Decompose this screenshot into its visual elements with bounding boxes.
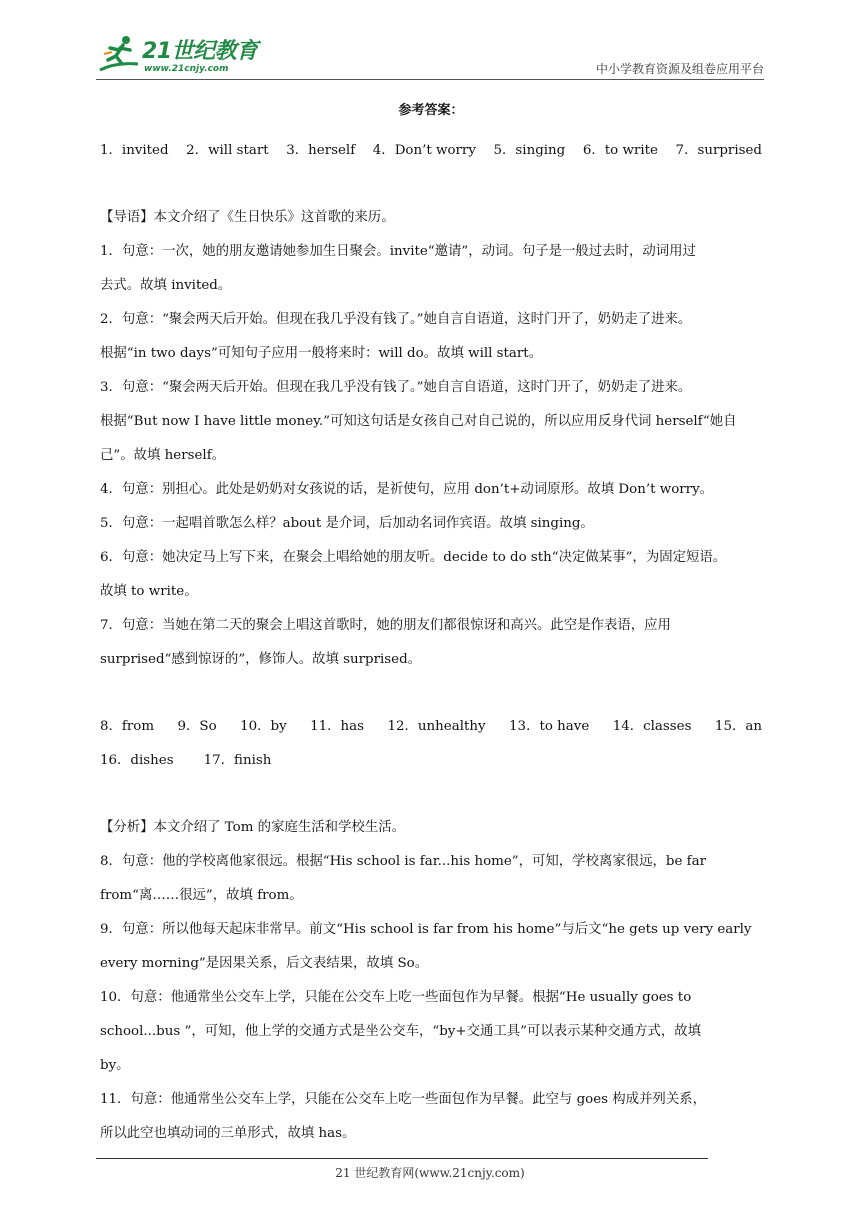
footer-divider [96, 1158, 708, 1159]
explanation-line: 去式。故填 invited。 [100, 278, 232, 293]
page-title: 参考答案： [398, 103, 464, 118]
page-footer: 21 世纪教育网(www.21cnjy.com) [335, 1166, 525, 1180]
answer-item: 3．herself [286, 143, 356, 158]
explanation-line: 2．句意：“聚会两天后开始。但现在我几乎没有钱了。”她自言自语道，这时门开了，奶奶走了进来。 [100, 312, 692, 327]
section1-intro: 【导语】本文介绍了《生日快乐》这首歌的来历。 [100, 210, 395, 225]
answer-item: 8．from [100, 719, 155, 734]
explanation-line: 己”。故填 herself。 [100, 448, 226, 463]
explanation-line: from“离……很远”，故填 from。 [100, 888, 303, 903]
explanation-line: 7．句意：当她在第二天的聚会上唱这首歌时，她的朋友们都很惊讶和高兴。此空是作表语，应用 [100, 618, 671, 633]
site-logo [96, 34, 266, 76]
explanation-line: 故填 to write。 [100, 584, 198, 599]
answer-row-2 [100, 710, 762, 744]
answer-item: 16．dishes [100, 753, 174, 768]
section2-intro: 【分析】本文介绍了 Tom 的家庭生活和学校生活。 [100, 820, 405, 835]
header-divider [96, 79, 764, 80]
explanation-line: by。 [100, 1058, 130, 1073]
explanation-line: 4．句意：别担心。此处是奶奶对女孩说的话，是祈使句，应用 don’t+动词原形。故填 Don’t worry。 [100, 482, 714, 497]
answer-item: 14．classes [612, 719, 692, 734]
explanation-line: 所以此空也填动词的三单形式，故填 has。 [100, 1126, 356, 1141]
page-header [96, 30, 764, 78]
answer-item: 15．an [714, 719, 762, 734]
runner-logo-icon [96, 34, 142, 76]
explanation-line: 根据“in two days”可知句子应用一般将来时：will do。故填 will start。 [100, 346, 543, 361]
answer-row-1 [100, 134, 762, 168]
explanation-line: 3．句意：“聚会两天后开始。但现在我几乎没有钱了。”她自言自语道，这时门开了，奶奶走了进来。 [100, 380, 692, 395]
explanation-line: 10．句意：他通常坐公交车上学，只能在公交车上吃一些面包作为早餐。根据“He usually goes to [100, 990, 692, 1005]
answer-item: 7．surprised [675, 143, 762, 158]
answer-item: 12．unhealthy [387, 719, 486, 734]
explanation-line: 根据“But now I have little money.”可知这句话是女孩自己对自己说的，所以应用反身代词 herself“她自 [100, 414, 737, 429]
answer-item: 10．by [240, 719, 287, 734]
answer-item: 4．Don’t worry [372, 143, 476, 158]
answer-item: 13．to have [509, 719, 590, 734]
answer-item: 2．will start [186, 143, 269, 158]
answer-content [100, 100, 762, 1151]
explanation-line: every morning”是因果关系，后文表结果，故填 So。 [100, 956, 429, 971]
answer-item: 11．has [310, 719, 365, 734]
explanation-line: 5．句意：一起唱首歌怎么样？about 是介词，后加动名词作宾语。故填 singing。 [100, 516, 594, 531]
answer-row-3 [100, 744, 762, 778]
logo-text: 21世纪教育 [142, 39, 258, 64]
answer-item: 1．invited [100, 143, 169, 158]
explanation-line: 9．句意：所以他每天起床非常早。前文“His school is far from his home”与后文“he gets up very early [100, 922, 752, 937]
explanation-line: surprised“感到惊讶的”，修饰人。故填 surprised。 [100, 652, 422, 667]
answer-item: 6．to write [582, 143, 658, 158]
answer-item: 17．finish [203, 753, 272, 768]
answer-item: 5．singing [493, 143, 566, 158]
explanation-line: 11．句意：他通常坐公交车上学，只能在公交车上吃一些面包作为早餐。此空与 goes 构成并列关系， [100, 1092, 706, 1107]
explanation-line: 8．句意：他的学校离他家很远。根据“His school is far...his home”，可知，学校离家很远，be far [100, 854, 706, 869]
answer-item: 9．So [177, 719, 217, 734]
platform-name: 中小学教育资源及组卷应用平台 [595, 62, 764, 76]
logo-url: www.21cnjy.com [144, 64, 229, 74]
explanation-line: 6．句意：她决定马上写下来，在聚会上唱给她的朋友听。decide to do sth“决定做某事”，为固定短语。 [100, 550, 727, 565]
explanation-line: school...bus ”，可知，他上学的交通方式是坐公交车，“by+交通工具”可以表示某种交通方式，故填 [100, 1024, 702, 1039]
explanation-line: 1．句意：一次，她的朋友邀请她参加生日聚会。invite“邀请”，动词。句子是一般过去时，动词用过 [100, 244, 696, 259]
